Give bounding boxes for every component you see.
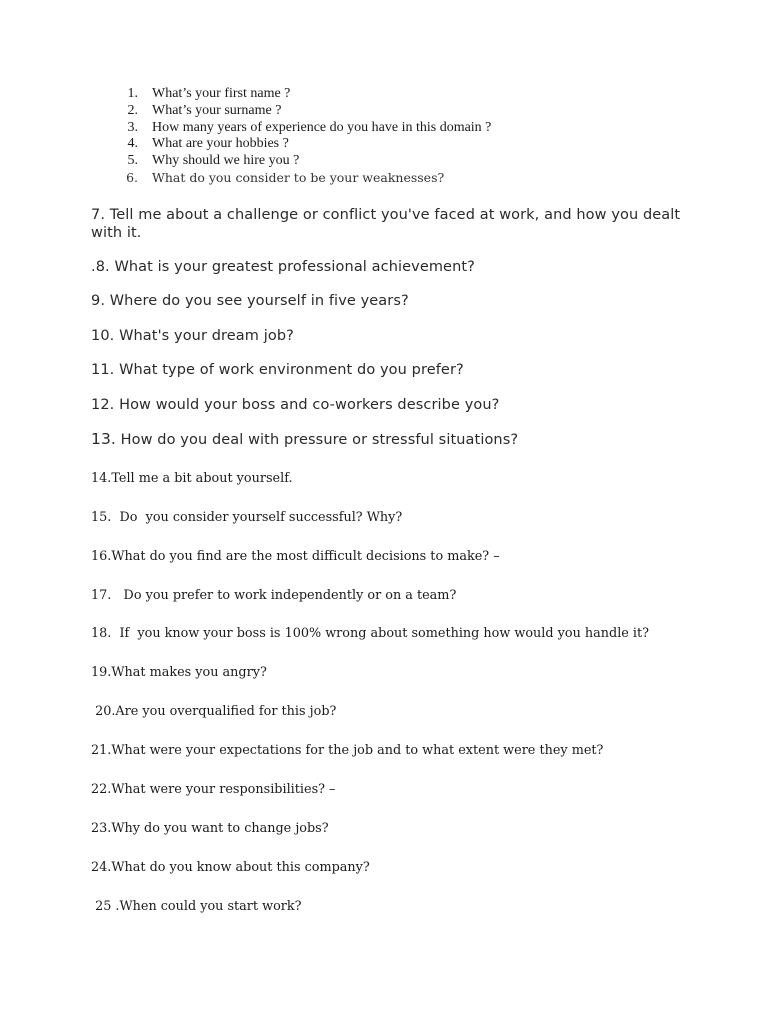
question-23: 23.Why do you want to change jobs? xyxy=(91,821,329,836)
numbered-question-list xyxy=(108,86,748,187)
question-22: 22.What were your responsibilities? – xyxy=(91,782,336,797)
question-13-text: How do you deal with pressure or stressful situations? xyxy=(115,432,519,448)
question-13 xyxy=(91,430,518,449)
question-11: 11. What type of work environment do you prefer? xyxy=(91,362,464,378)
question-7: 7. Tell me about a challenge or conflict you've faced at work, and how you dealt with it. xyxy=(91,207,681,241)
list-item xyxy=(108,170,748,187)
question-12: 12. How would your boss and co-workers describe you? xyxy=(91,397,500,413)
list-item-text: Why should we hire you ? xyxy=(152,153,300,169)
list-item-number: 1. xyxy=(127,86,138,101)
list-item xyxy=(108,153,748,170)
list-item xyxy=(108,103,748,120)
question-13-number: 13. xyxy=(91,430,116,448)
question-21: 21.What were your expectations for the job and to what extent were they met? xyxy=(91,743,604,758)
question-14: 14.Tell me a bit about yourself. xyxy=(91,471,293,486)
list-item-text: What are your hobbies ? xyxy=(152,136,289,152)
question-9: 9. Where do you see yourself in five years? xyxy=(91,293,409,309)
list-item xyxy=(108,86,748,103)
list-item-number: 3. xyxy=(127,119,138,135)
list-item xyxy=(108,120,748,137)
question-24: 24.What do you know about this company? xyxy=(91,860,370,875)
list-item-text: What’s your surname ? xyxy=(152,102,282,118)
question-20: 20.Are you overqualified for this job? xyxy=(91,704,337,719)
list-item-text: How many years of experience do you have in this domain ? xyxy=(152,119,492,135)
list-item xyxy=(108,136,748,153)
question-25: 25 .When could you start work? xyxy=(91,899,302,914)
list-item-text: What do you consider to be your weaknesses? xyxy=(152,169,445,185)
question-10: 10. What's your dream job? xyxy=(91,328,294,344)
question-17: 17. Do you prefer to work independently or on a team? xyxy=(91,588,457,603)
list-item-number: 5. xyxy=(127,153,138,169)
list-item-number: 2. xyxy=(127,102,138,118)
question-18: 18. If you know your boss is 100% wrong about something how would you handle it? xyxy=(91,626,650,641)
list-item-number: 4. xyxy=(127,136,138,152)
question-15: 15. Do you consider yourself successful? Why? xyxy=(91,510,403,525)
question-19: 19.What makes you angry? xyxy=(91,665,267,680)
list-item-text: What’s your first name ? xyxy=(152,86,291,101)
list-item-number: 6. xyxy=(126,169,138,185)
question-16: 16.What do you find are the most difficult decisions to make? – xyxy=(91,549,500,564)
question-8: .8. What is your greatest professional achievement? xyxy=(91,259,475,275)
